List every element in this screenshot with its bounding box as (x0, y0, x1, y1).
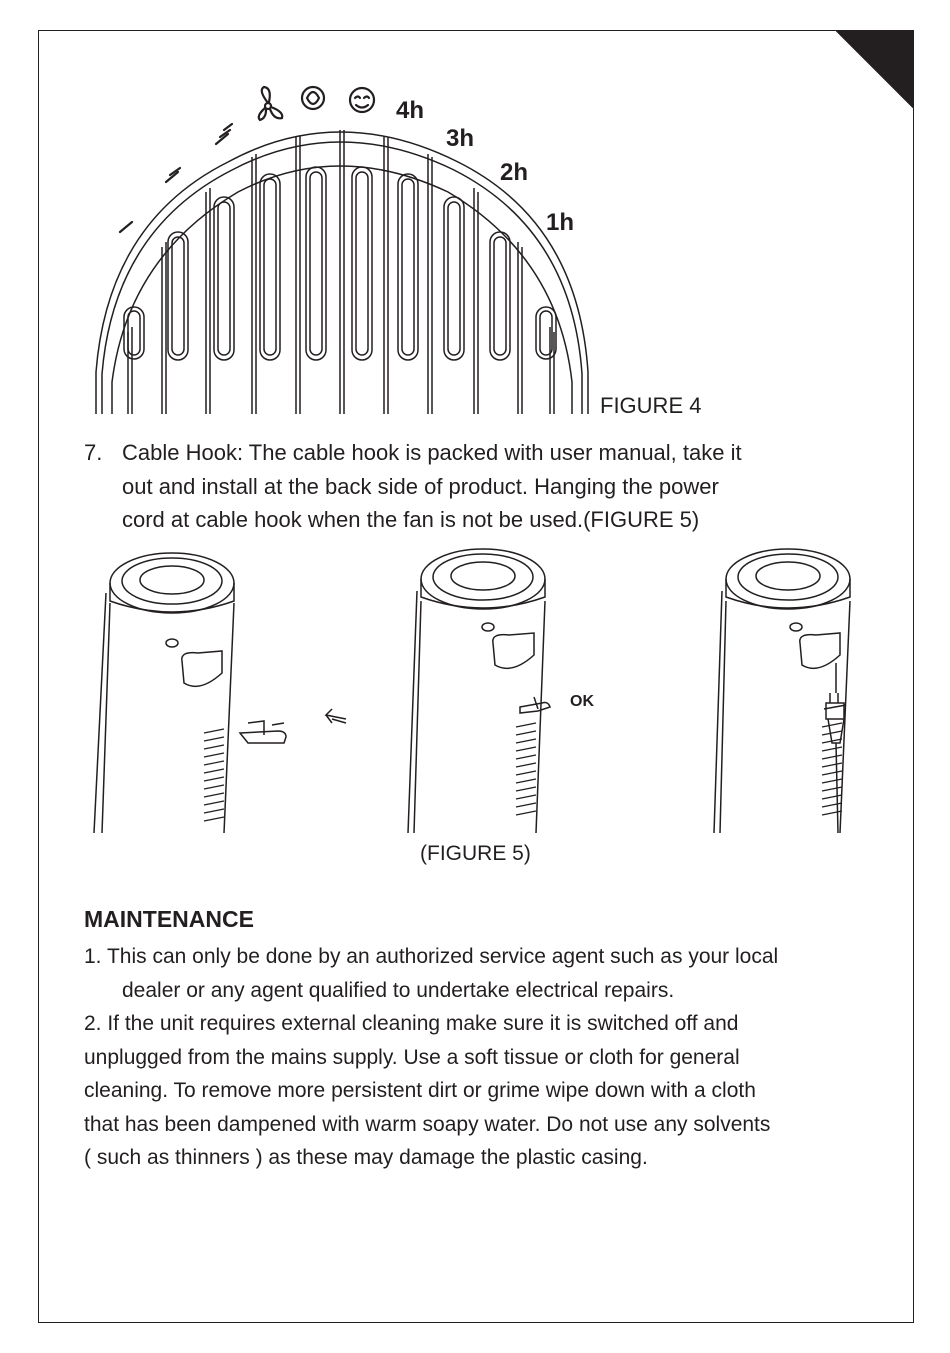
speed-medium-icon (166, 168, 180, 182)
speed-high-icon (216, 124, 232, 144)
instruction-line: Cable Hook: The cable hook is packed with user manual, take it (122, 440, 742, 465)
cable-hook-part (240, 721, 286, 743)
fan-tower-step-1 (94, 553, 234, 833)
maintenance-line: dealer or any agent qualified to undertake electrical repairs. (122, 978, 675, 1002)
mode-sleep-icon (350, 88, 374, 112)
instruction-line: cord at cable hook when the fan is not be used.(FIGURE 5) (122, 507, 700, 532)
timer-2h-label: 2h (500, 159, 529, 186)
maintenance-item-2 (84, 1007, 884, 1175)
figure-5-cable-hook (88, 543, 868, 833)
fan-tower-step-2 (408, 549, 550, 833)
figure-4-control-panel (88, 82, 608, 417)
maintenance-line: that has been dampened with warm soapy water. Do not use any solvents (84, 1112, 771, 1136)
timer-3h-label: 3h (446, 125, 475, 152)
mode-normal-icon (259, 87, 282, 120)
page-corner-tab (836, 30, 914, 108)
maintenance-line: unplugged from the mains supply. Use a soft tissue or cloth for general (84, 1045, 740, 1069)
cable-hook-instruction (84, 436, 884, 537)
timer-4h-label: 4h (396, 97, 425, 124)
maintenance-line: ( such as thinners ) as these may damage the plastic casing. (84, 1146, 648, 1169)
fan-tower-step-3 (714, 549, 850, 833)
figure-4-caption: FIGURE 4 (600, 393, 702, 418)
maintenance-item-1 (84, 940, 884, 1007)
item-number: 7. (84, 440, 103, 465)
figure-5-caption: (FIGURE 5) (420, 842, 531, 865)
maintenance-heading: MAINTENANCE (84, 906, 254, 932)
insert-arrow-icon (326, 709, 346, 723)
mode-natural-icon (302, 87, 324, 109)
timer-1h-label: 1h (546, 209, 575, 236)
maintenance-line: cleaning. To remove more persistent dirt or grime wipe down with a cloth (84, 1079, 756, 1102)
instruction-line: out and install at the back side of product. Hanging the power (122, 473, 719, 499)
speed-low-icon (120, 222, 132, 232)
ok-label: OK (570, 693, 594, 710)
maintenance-line: 1. This can only be done by an authorized service agent such as your local (84, 945, 779, 968)
maintenance-line: 2. If the unit requires external cleaning make sure it is switched off and (84, 1012, 739, 1035)
